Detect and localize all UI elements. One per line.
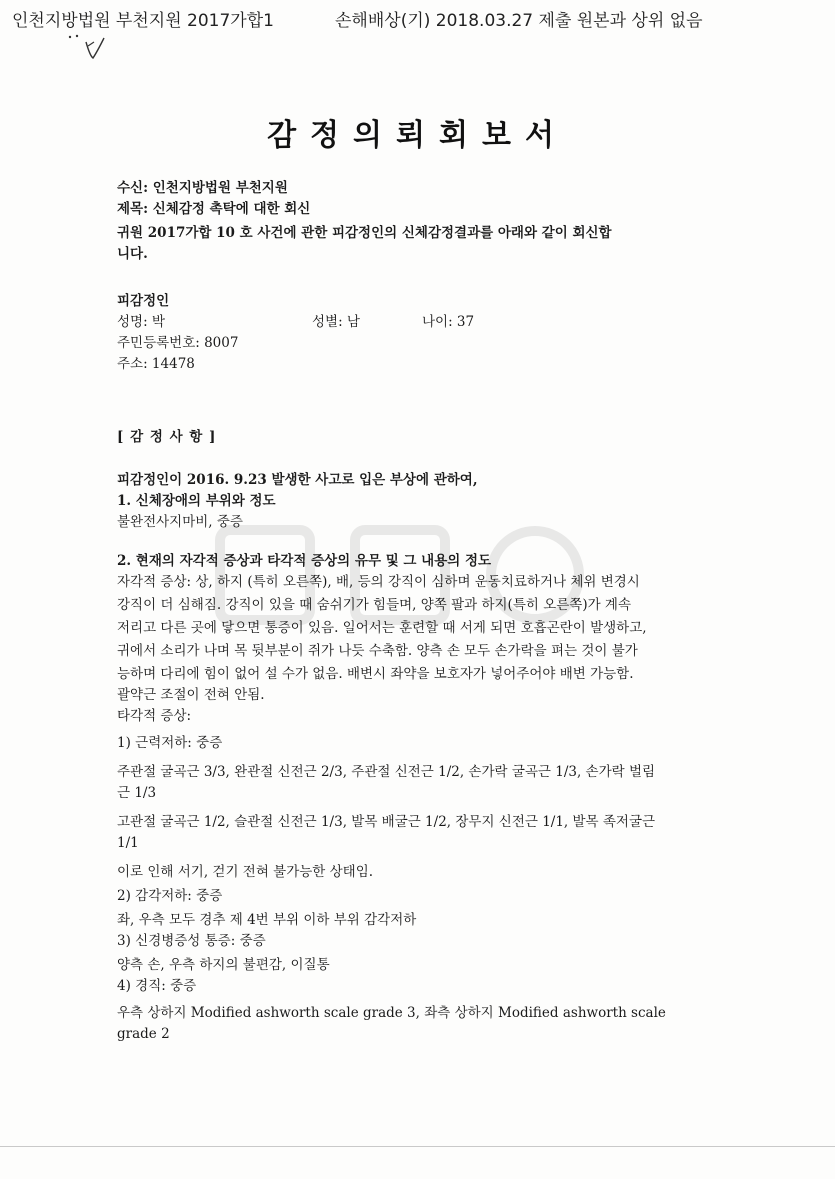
content-intro: 피감정인이 2016. 9.23 발생한 사고로 입은 부상에 관하여, <box>117 472 478 488</box>
objective-heading: 타각적 증상: <box>117 708 192 724</box>
sensory-body: 좌, 우측 모두 경추 제 4번 부위 이하 부위 감각저하 <box>117 912 417 928</box>
recipient-body-line-2: 니다. <box>117 246 148 262</box>
subjective-line-6: 괄약근 조절이 전혀 안됨. <box>117 687 265 703</box>
subject-sex: 성별: 남 <box>312 314 360 330</box>
item1-body: 불완전사지마비, 중증 <box>117 514 243 530</box>
weakness-lower-line-1: 고관절 굴곡근 1/2, 슬관절 신전근 1/3, 발목 배굴근 1/2, 장무지 신전근 1/1, 발목 족저굴근 <box>117 814 656 830</box>
spasticity-body-line-2: grade 2 <box>117 1026 170 1042</box>
subjective-line-2: 강직이 더 심해짐. 강직이 있을 때 숨쉬기가 힘들며, 양쪽 팔과 하지(특히 오른쪽)가 계속 <box>117 597 632 613</box>
subjective-line-5: 능하며 다리에 힘이 없어 설 수가 없음. 배변시 좌약을 보호자가 넣어주어야 배변 가능함. <box>117 666 634 682</box>
court-stamp-left: 인천지방법원 부천지원 2017가합1 <box>12 11 274 31</box>
court-stamp-right: 손해배상(기) 2018.03.27 제출 원본과 상위 없음 <box>335 11 703 31</box>
subject-person-block <box>117 291 737 375</box>
recipient-block <box>117 178 737 265</box>
spasticity-body-line-1: 우측 상하지 Modified ashworth scale grade 3, 좌측 상하지 Modified ashworth scale <box>117 1005 666 1021</box>
subject-person-row <box>117 312 737 333</box>
recipient-subject: 제목: 신체감정 촉탁에 대한 회신 <box>117 201 311 217</box>
pen-check-mark-icon <box>66 34 106 64</box>
weakness-result: 이로 인해 서기, 걷기 전혀 불가능한 상태임. <box>117 864 374 880</box>
weakness-upper-line-1: 주관절 굴곡근 3/3, 완관절 신전근 2/3, 주관절 신전근 1/2, 손가락 굴곡근 1/3, 손가락 벌림 <box>117 764 656 780</box>
item1-title: 1. 신체장애의 부위와 정도 <box>117 493 276 509</box>
recipient-to: 수신: 인천지방법원 부천지원 <box>117 180 288 196</box>
pain-title: 3) 신경병증성 통증: 중증 <box>117 933 266 949</box>
sensory-title: 2) 감각저하: 중증 <box>117 888 223 904</box>
weakness-title: 1) 근력저하: 중증 <box>117 735 223 751</box>
weakness-upper-line-2: 근 1/3 <box>117 785 157 801</box>
subjective-line-4: 귀에서 소리가 나며 목 뒷부분이 쥐가 나듯 수축함. 양측 손 모두 손가락을 펴는 것이 불가 <box>117 643 638 659</box>
section-heading: [ 감 정 사 항 ] <box>117 429 217 445</box>
document-title: 감정의뢰회보서 <box>267 118 568 153</box>
spasticity-title: 4) 경직: 중증 <box>117 978 197 994</box>
subjective-line-3: 저리고 다른 곳에 닿으면 통증이 있음. 일어서는 훈련할 때 서게 되면 호흡곤란이 발생하고, <box>117 620 647 636</box>
item2-title: 2. 현재의 자각적 증상과 타각적 증상의 유무 및 그 내용의 정도 <box>117 553 492 569</box>
subject-age: 나이: 37 <box>422 314 475 330</box>
recipient-body-line-1: 귀원 2017가합 10 호 사건에 관한 피감정인의 신체감정결과를 아래와 같이 회신합 <box>117 225 612 241</box>
pain-body: 양측 손, 우측 하지의 불편감, 이질통 <box>117 957 330 973</box>
scan-edge-divider <box>0 1146 835 1147</box>
subject-address: 주소: 14478 <box>117 356 195 372</box>
subject-id-number: 주민등록번호: 8007 <box>117 335 239 351</box>
subject-name: 성명: 박 <box>117 314 165 330</box>
content-block <box>117 470 737 1045</box>
subjective-line-1: 자각적 증상: 상, 하지 (특히 오른쪽), 배, 등의 강직이 심하며 운동치료하거나 체위 변경시 <box>117 574 640 590</box>
subject-person-heading: 피감정인 <box>117 293 170 309</box>
weakness-lower-line-2: 1/1 <box>117 835 139 851</box>
